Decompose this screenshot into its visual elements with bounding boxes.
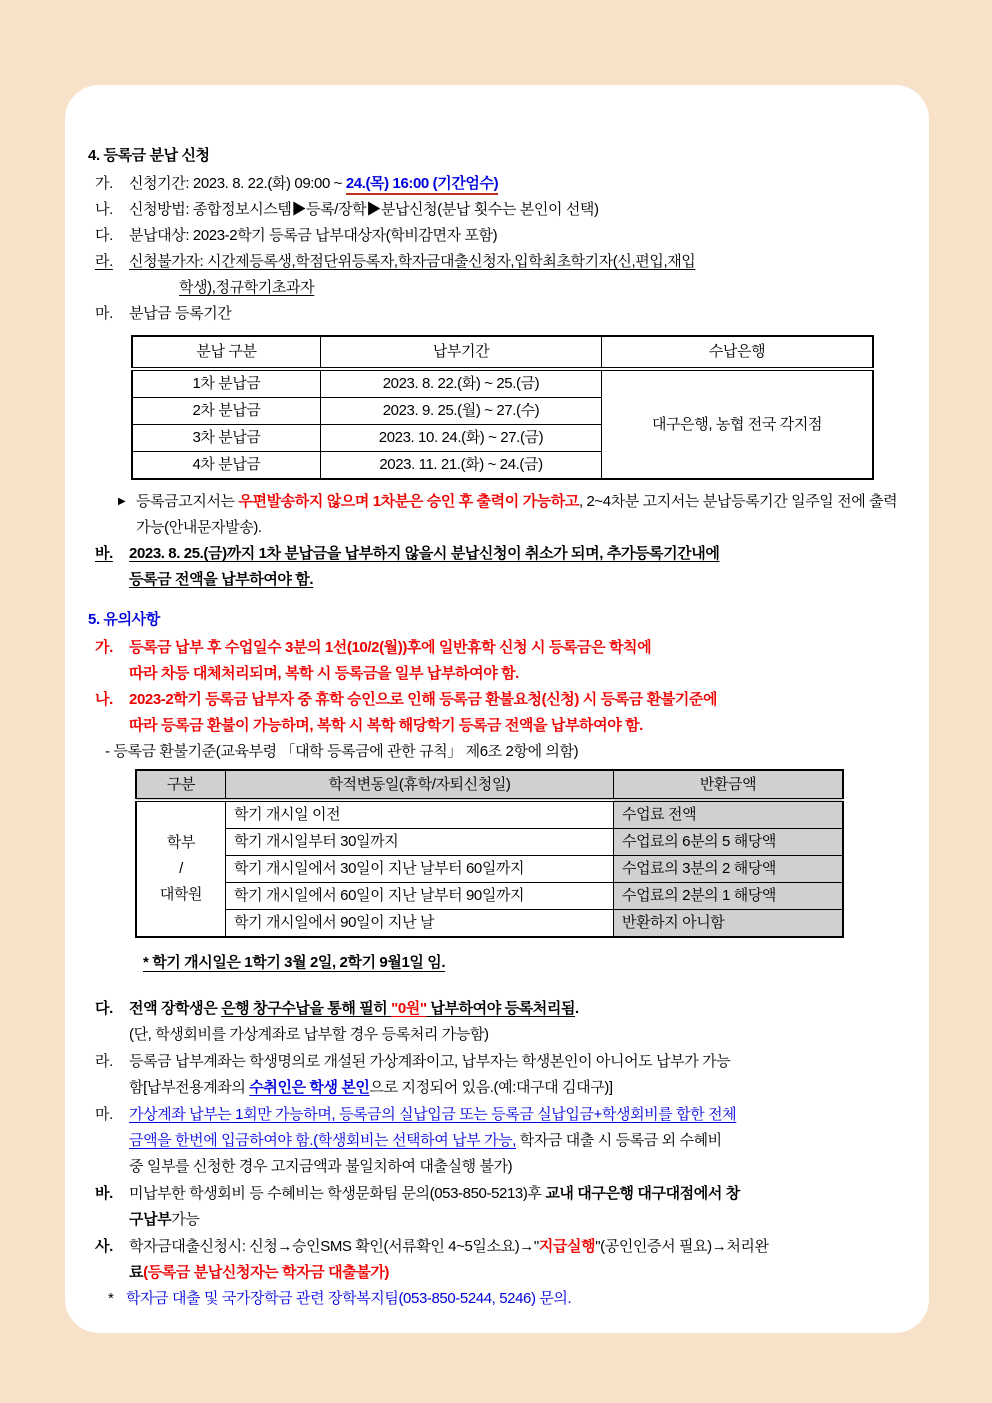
item-body bbox=[129, 1234, 903, 1286]
scholarship-u2: 납부하여야 등록처리됨 bbox=[426, 1000, 576, 1017]
section4-item-installment-period bbox=[95, 301, 903, 327]
loan-line2-bold: 료 bbox=[129, 1264, 144, 1281]
installment-table bbox=[131, 335, 874, 480]
refund-rule-line1: 2023-2학기 등록금 납부자 중 휴학 승인으로 인해 등록금 환불요청(신청) 시 등록금 환불기준에 bbox=[129, 691, 718, 708]
item-body: 신청방법: 종합정보시스템▶등록/장학▶분납신청(분납 횟수는 본인이 선택) bbox=[129, 201, 599, 218]
scholarship-line1 bbox=[129, 996, 903, 1022]
installment-period: 2023. 11. 21.(화) ~ 24.(금) bbox=[321, 452, 602, 480]
header-refund-amount: 반환금액 bbox=[614, 770, 844, 800]
refund-cell: 수업료 전액 bbox=[614, 800, 844, 829]
item-label: 사. bbox=[95, 1238, 113, 1255]
section4-item-cancellation bbox=[95, 541, 903, 593]
condition-cell: 학기 개시일 이전 bbox=[226, 800, 614, 829]
item-label: 라. bbox=[95, 1053, 113, 1070]
installment-name: 4차 분납금 bbox=[132, 452, 321, 480]
item-body bbox=[129, 171, 903, 197]
unpaid-line2 bbox=[129, 1207, 903, 1233]
installment-period: 2023. 8. 22.(화) ~ 25.(금) bbox=[321, 369, 602, 398]
item-label: 바. bbox=[95, 545, 113, 562]
section5-item-full-scholarship bbox=[95, 996, 903, 1048]
item-body bbox=[129, 635, 903, 687]
scholarship-u1: 은행 창구수납을 통해 필히 bbox=[221, 1000, 392, 1017]
item-label: 나. bbox=[95, 691, 113, 708]
table-row bbox=[136, 800, 843, 829]
period-text: 신청기간: 2023. 8. 22.(화) 09:00 ~ bbox=[129, 175, 346, 192]
loan-pre: 학자금대출신청시: 신청→승인SMS 확인(서류확인 4~5일소요)→" bbox=[129, 1238, 539, 1255]
semester-start-note bbox=[143, 950, 903, 976]
section4-item-not-eligible bbox=[95, 249, 903, 301]
document-content bbox=[65, 85, 929, 1312]
header-change-date: 학적변동일(휴학/자퇴신청일) bbox=[226, 770, 614, 800]
refund-cell: 반환하지 아니함 bbox=[614, 910, 844, 938]
leave-rule-line2: 따라 차등 대체처리되며, 복학 시 등록금을 일부 납부하여야 함. bbox=[129, 665, 519, 682]
refund-cell: 수업료의 2분의 1 해당액 bbox=[614, 883, 844, 910]
bank-branch-emphasis: 교내 대구은행 대구대점에서 창 bbox=[545, 1185, 740, 1202]
refund-cell: 수업료의 6분의 5 해당액 bbox=[614, 829, 844, 856]
unpaid-line2-tail: 가능 bbox=[171, 1211, 200, 1228]
virtual-account-line1: 등록금 납부계좌는 학생명의로 개설된 가상계좌이고, 납부자는 학생본인이 아니어도 납부가 가능 bbox=[129, 1053, 731, 1070]
item-label: 다. bbox=[95, 227, 113, 244]
bill-notice-post: , 2~4차분 고지서는 분납등록기간 일주일 전에 출력 가능(안내문자발송). bbox=[136, 493, 898, 536]
section5-item-single-deposit bbox=[95, 1102, 903, 1180]
section5-title: 5. 유의사항 bbox=[88, 611, 160, 628]
disbursement-emphasis: 지급실행 bbox=[538, 1238, 596, 1255]
installment-table-header-row bbox=[132, 336, 873, 369]
triangle-bullet-icon: ▶ bbox=[118, 496, 126, 507]
loan-mid: "(공인인증서 필요)→처리완 bbox=[595, 1238, 769, 1255]
bill-notice-warning: 우편발송하지 않으며 1차분은 승인 후 출력이 가능하고 bbox=[238, 493, 579, 510]
table-row bbox=[136, 883, 843, 910]
item-body bbox=[129, 1102, 903, 1180]
zero-won-emphasis: "0원" bbox=[391, 1000, 427, 1017]
item-body: 분납대상: 2023-2학기 등록금 납부대상자(학비감면자 포함) bbox=[129, 227, 498, 244]
item-body bbox=[129, 541, 903, 593]
item-label: 마. bbox=[95, 305, 113, 322]
table-row bbox=[136, 829, 843, 856]
deposit-line2-blue: 금액을 한번에 입금하여야 함.(학생회비는 선택하여 납부 가능, bbox=[129, 1132, 516, 1149]
loan-line2 bbox=[129, 1260, 903, 1286]
header-receiving-bank: 수납은행 bbox=[602, 336, 874, 369]
item-body bbox=[129, 687, 903, 739]
table-row bbox=[136, 856, 843, 883]
section5-item-student-loan bbox=[95, 1234, 903, 1286]
group-line: 학부 bbox=[166, 834, 196, 851]
header-installment-type: 분납 구분 bbox=[132, 336, 321, 369]
item-label: 가. bbox=[95, 175, 113, 192]
scholarship-line2: (단, 학생회비를 가상계좌로 납부할 경우 등록처리 가능함) bbox=[129, 1026, 489, 1043]
condition-cell: 학기 개시일부터 30일까지 bbox=[226, 829, 614, 856]
payee-emphasis: 수취인은 학생 본인 bbox=[249, 1079, 370, 1096]
section5-item-unpaid-fees bbox=[95, 1181, 903, 1233]
section4-item-application-period bbox=[95, 171, 903, 197]
group-line: 대학원 bbox=[159, 886, 203, 903]
not-eligible-line2: 학생),정규학기초과자 bbox=[179, 279, 315, 296]
scholarship-pre: 전액 장학생은 bbox=[129, 1000, 222, 1017]
installment-name: 2차 분납금 bbox=[132, 398, 321, 425]
header-category: 구분 bbox=[136, 770, 226, 800]
item-body bbox=[129, 996, 903, 1048]
cancellation-line1: 2023. 8. 25.(금)까지 1차 분납금을 납부하지 않을시 분납신청이 취소가 되며, 추가등록기간내에 bbox=[129, 545, 720, 562]
section5-item-virtual-account bbox=[95, 1049, 903, 1101]
deposit-line2-post: 학자금 대출 시 등록금 외 수혜비 bbox=[516, 1132, 722, 1149]
refund-criteria-note: - 등록금 환불기준(교육부령 「대학 등록금에 관한 규칙」 제6조 2항에 의함) bbox=[105, 743, 579, 760]
table-row bbox=[136, 910, 843, 938]
item-label: 다. bbox=[95, 1000, 113, 1017]
section5-item-leave-rule bbox=[95, 635, 903, 687]
va-line2-pre: 함[납부전용계좌의 bbox=[129, 1079, 250, 1096]
item-label: 바. bbox=[95, 1185, 113, 1202]
item-label: 마. bbox=[95, 1106, 113, 1123]
single-deposit-line3: 중 일부를 신청한 경우 고지금액과 불일치하여 대출실행 불가) bbox=[129, 1158, 513, 1175]
loan-contact-text: 학자금 대출 및 국가장학금 관련 장학복지팀(053-850-5244, 5246) 문의. bbox=[126, 1290, 572, 1307]
refund-table-header-row bbox=[136, 770, 843, 800]
group-line: / bbox=[179, 860, 183, 877]
section4-title: 4. 등록금 분납 신청 bbox=[88, 147, 210, 164]
loan-line1 bbox=[129, 1234, 903, 1260]
header-payment-period: 납부기간 bbox=[321, 336, 602, 369]
installment-period: 2023. 10. 24.(화) ~ 27.(금) bbox=[321, 425, 602, 452]
refund-cell: 수업료의 3분의 2 해당액 bbox=[614, 856, 844, 883]
bill-notice-text bbox=[136, 489, 903, 541]
loan-contact-note bbox=[108, 1286, 903, 1312]
section5-item-refund-rule bbox=[95, 687, 903, 739]
section4-item-application-method bbox=[95, 197, 903, 223]
unpaid-line1 bbox=[129, 1181, 903, 1207]
section4-item-eligible bbox=[95, 223, 903, 249]
va-line2-post: 으로 지정되어 있음.(예:대구대 김대구)] bbox=[369, 1079, 613, 1096]
single-deposit-line1: 가상계좌 납부는 1회만 가능하며, 등록금의 실납입금 또는 등록금 실납입금+학생회비를 합한 전체 bbox=[129, 1106, 737, 1123]
condition-cell: 학기 개시일에서 90일이 지난 날 bbox=[226, 910, 614, 938]
loan-restriction-emphasis: (등록금 분납신청자는 학자금 대출불가) bbox=[143, 1264, 390, 1281]
item-label: 나. bbox=[95, 201, 113, 218]
unpaid-line2-bold: 구납부 bbox=[129, 1211, 172, 1228]
bill-notice-pre: 등록금고지서는 bbox=[136, 493, 239, 510]
asterisk-marker: * bbox=[108, 1290, 114, 1307]
condition-cell: 학기 개시일에서 60일이 지난 날부터 90일까지 bbox=[226, 883, 614, 910]
group-cell bbox=[136, 800, 226, 937]
deadline-emphasis: 24.(목) 16:00 (기간엄수) bbox=[346, 175, 498, 195]
virtual-account-line2 bbox=[129, 1075, 903, 1101]
refund-rule-line2: 따라 등록금 환불이 가능하며, 복학 시 복학 해당학기 등록금 전액을 납부하여야 함. bbox=[129, 717, 643, 734]
item-body: 분납금 등록기간 bbox=[129, 305, 232, 322]
item-label: 가. bbox=[95, 639, 113, 656]
bill-notice bbox=[118, 489, 903, 541]
scholarship-tail: . bbox=[575, 1000, 579, 1017]
refund-table bbox=[135, 769, 844, 938]
item-body bbox=[129, 249, 903, 301]
single-deposit-line2 bbox=[129, 1128, 903, 1154]
not-eligible-line1: 신청불가자: 시간제등록생,학점단위등록자,학자금대출신청자,입학최초학기자(신,편입,재입 bbox=[129, 253, 696, 270]
unpaid-pre: 미납부한 학생회비 등 수혜비는 학생문화팀 문의(053-850-5213)후 bbox=[129, 1185, 546, 1202]
item-body bbox=[129, 1181, 903, 1233]
condition-cell: 학기 개시일에서 30일이 지난 날부터 60일까지 bbox=[226, 856, 614, 883]
semester-start-note-text: * 학기 개시일은 1학기 3월 2일, 2학기 9월1일 임. bbox=[143, 954, 446, 971]
notice-document-card bbox=[65, 85, 929, 1333]
installment-name: 3차 분납금 bbox=[132, 425, 321, 452]
item-body bbox=[129, 1049, 903, 1101]
item-label: 라. bbox=[95, 253, 113, 270]
bank-cell: 대구은행, 농협 전국 각지점 bbox=[602, 369, 874, 479]
installment-period: 2023. 9. 25.(월) ~ 27.(수) bbox=[321, 398, 602, 425]
leave-rule-line1: 등록금 납부 후 수업일수 3분의 1선(10/2(월))후에 일반휴학 신청 시 등록금은 학칙에 bbox=[129, 639, 652, 656]
installment-name: 1차 분납금 bbox=[132, 369, 321, 398]
table-row bbox=[132, 369, 873, 398]
cancellation-line2: 등록금 전액을 납부하여야 함. bbox=[129, 571, 314, 588]
